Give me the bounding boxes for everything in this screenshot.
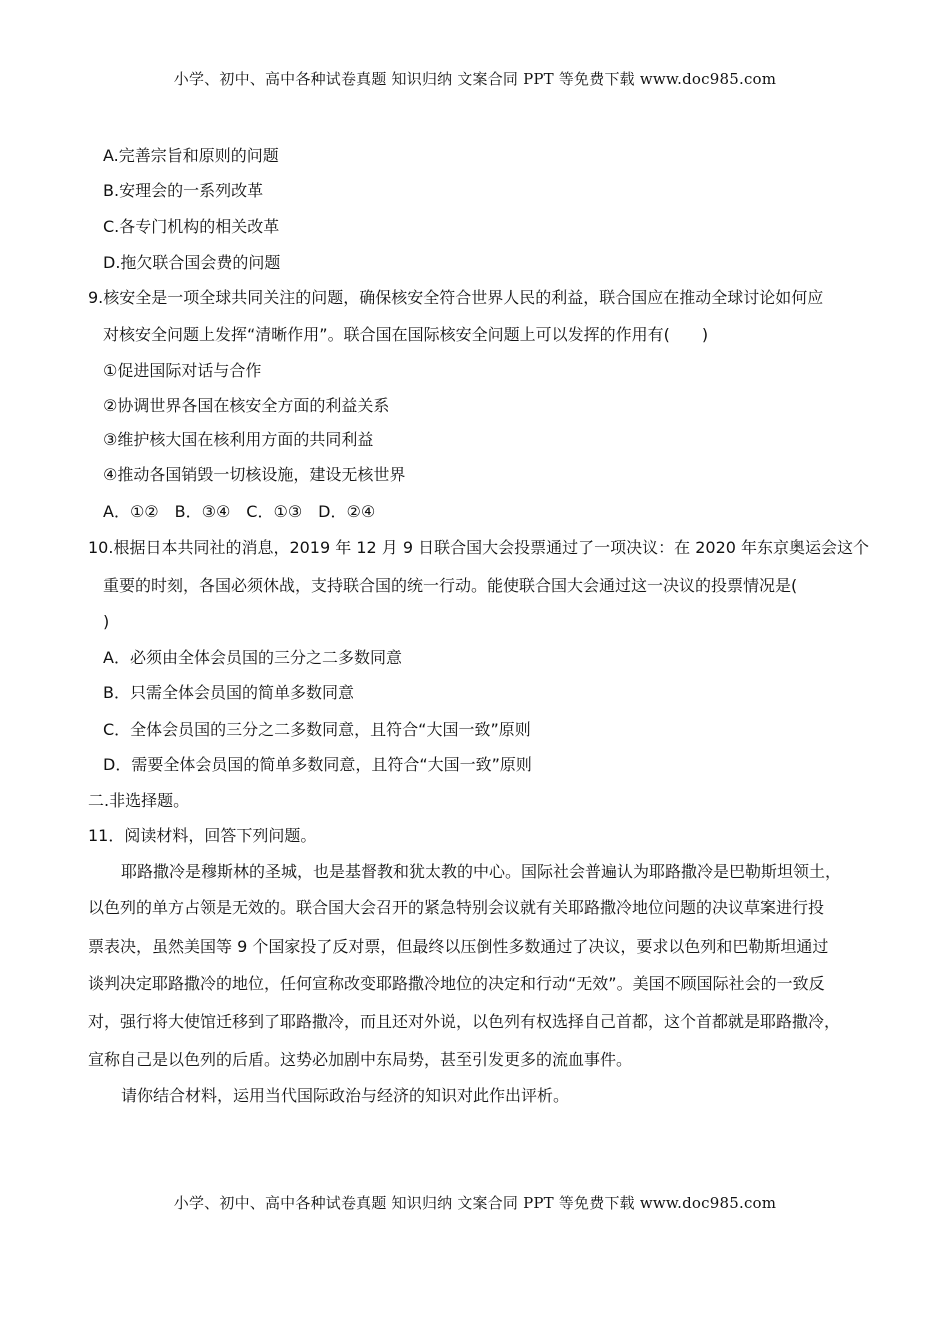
q11-material-line3: 票表决，虽然美国等 9 个国家投了反对票，但最终以压倒性多数通过了决议，要求以色列和巴勒斯坦通过: [88, 937, 829, 956]
q9-stem-line2: 对核安全问题上发挥“清晰作用”。联合国在国际核安全问题上可以发挥的作用有( ): [103, 325, 709, 344]
q11-material-line5: 对，强行将大使馆迁移到了耶路撒冷，而且还对外说，以色列有权选择自己首都，这个首都就是耶路撒冷，: [88, 1012, 841, 1031]
q9-item-1: ①促进国际对话与合作: [103, 361, 262, 380]
q11-question: 请你结合材料，运用当代国际政治与经济的知识对此作出评析。: [121, 1086, 570, 1105]
q10-option-b: B．只需全体会员国的简单多数同意: [103, 683, 354, 702]
q10-option-c: C．全体会员国的三分之二多数同意，且符合“大国一致”原则: [103, 720, 531, 739]
page-footer: 小学、初中、高中各种试卷真题 知识归纳 文案合同 PPT 等免费下载 www.doc985.com: [173, 1194, 777, 1212]
q8-option-d: D.拖欠联合国会费的问题: [103, 253, 281, 272]
q10-option-a: A．必须由全体会员国的三分之二多数同意: [103, 648, 402, 667]
q10-option-d: D．需要全体会员国的简单多数同意，且符合“大国一致”原则: [103, 755, 532, 774]
q8-option-b: B.安理会的一系列改革: [103, 181, 264, 200]
q11-material-line6: 宣称自己是以色列的后盾。这势必加剧中东局势，甚至引发更多的流血事件。: [88, 1050, 633, 1069]
q11-material-line2: 以色列的单方占领是无效的。联合国大会召开的紧急特别会议就有关耶路撒冷地位问题的决议草案进行投: [88, 898, 825, 917]
q9-stem-line1: 9.核安全是一项全球共同关注的问题，确保核安全符合世界人民的利益，联合国应在推动全球讨论如何应: [88, 288, 824, 307]
q11-material-line4: 谈判决定耶路撒冷的地位，任何宣称改变耶路撒冷地位的决定和行动“无效”。美国不顾国际社会的一致反: [88, 974, 825, 993]
q10-stem-line3: ): [103, 612, 110, 631]
q8-option-c: C.各专门机构的相关改革: [103, 217, 280, 236]
q9-options: A．①② B．③④ C．①③ D．②④: [103, 502, 376, 521]
q9-item-2: ②协调世界各国在核安全方面的利益关系: [103, 396, 390, 415]
q11-title: 11．阅读材料，回答下列问题。: [88, 826, 317, 845]
q9-item-3: ③维护核大国在核利用方面的共同利益: [103, 430, 374, 449]
q8-option-a: A.完善宗旨和原则的问题: [103, 146, 279, 165]
q10-stem-line1: 10.根据日本共同社的消息，2019 年 12 月 9 日联合国大会投票通过了一项决议：在 2020 年东京奥运会这个: [88, 538, 870, 557]
q11-material-line1: 耶路撒冷是穆斯林的圣城，也是基督教和犹太教的中心。国际社会普遍认为耶路撒冷是巴勒斯坦领土，: [121, 862, 842, 881]
section-2-title: 二.非选择题。: [88, 791, 190, 810]
page-header: 小学、初中、高中各种试卷真题 知识归纳 文案合同 PPT 等免费下载 www.doc985.com: [173, 70, 777, 88]
q10-stem-line2: 重要的时刻，各国必须休战，支持联合国的统一行动。能使联合国大会通过这一决议的投票情况是(: [103, 576, 798, 595]
q9-item-4: ④推动各国销毁一切核设施，建设无核世界: [103, 465, 406, 484]
